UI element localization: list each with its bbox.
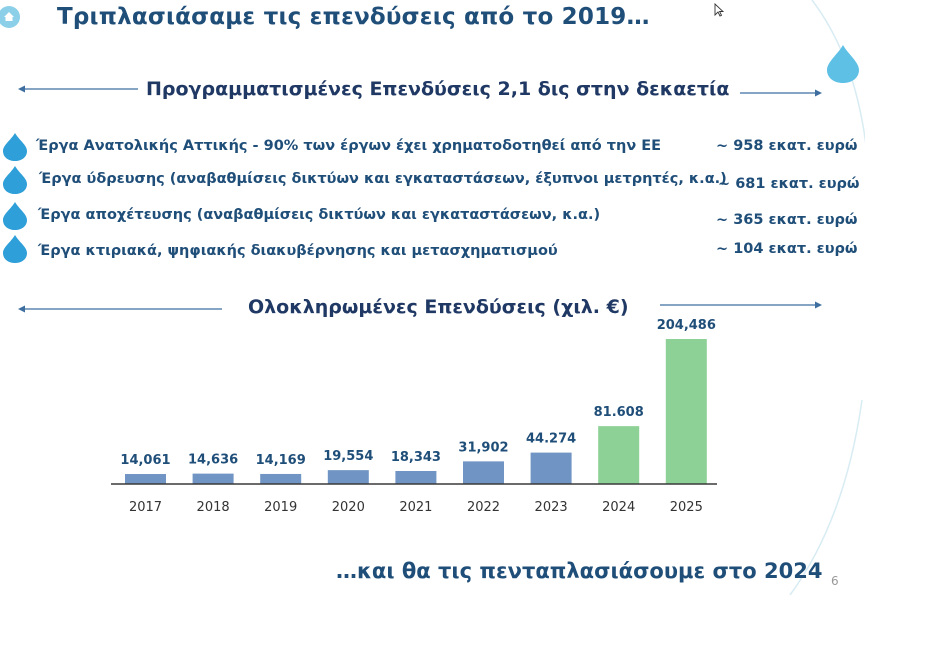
investment-label: Έργα κτιριακά, ψηφιακής διακυβέρνησης και μετασχηματισμού [38, 243, 558, 259]
tick-label-2025: 2025 [669, 500, 703, 515]
data-label-2019: 14,169 [255, 452, 306, 468]
bar-2024 [598, 426, 639, 484]
bar-2020 [328, 470, 369, 484]
data-label-2024: 81.608 [593, 405, 644, 421]
bar-2022 [463, 461, 504, 484]
tick-label-2023: 2023 [534, 500, 568, 515]
investment-amount: ~ 365 εκατ. ευρώ [716, 212, 858, 228]
tick-label-2017: 2017 [128, 500, 163, 515]
bar-2023 [531, 453, 572, 484]
investment-label: Έργα αποχέτευσης (αναβαθμίσεις δικτύων και εγκαταστάσεων, κ.α.) [38, 207, 601, 223]
bar-2019 [260, 474, 301, 484]
chart-title: Ολοκληρωμένες Επενδύσεις (χιλ. €) [248, 296, 629, 318]
tick-label-2018: 2018 [196, 500, 230, 515]
bar-2021 [395, 471, 436, 484]
data-label-2025: 204,486 [656, 318, 716, 333]
investment-amount: ~ 104 εκατ. ευρώ [716, 241, 858, 257]
page-number: 6 [831, 574, 839, 588]
data-label-2021: 18,343 [390, 449, 441, 465]
data-label-2017: 14,061 [120, 453, 171, 469]
section-title-planned: Προγραμματισμένες Επενδύσεις 2,1 δις στην δεκαετία [146, 78, 730, 100]
slide-title: Τριπλασιάσαμε τις επενδύσεις από το 2019… [57, 4, 650, 30]
bar-2025 [666, 339, 707, 484]
window-margin-bottom [0, 595, 952, 650]
investment-label: Έργα ύδρευσης (αναβαθμίσεις δικτύων και εγκαταστάσεων, έξυπνοι μετρητές, κ.α.) [39, 171, 727, 187]
tick-label-2024: 2024 [602, 500, 636, 515]
data-label-2018: 14,636 [188, 452, 239, 468]
closing-statement: …και θα τις πενταπλασιάσουμε στο 2024 [336, 559, 823, 583]
tick-label-2019: 2019 [264, 500, 298, 515]
investment-label: Έργα Ανατολικής Αττικής - 90% των έργων έχει χρηματοδοτηθεί από την ΕΕ [36, 138, 662, 154]
tick-label-2020: 2020 [331, 500, 365, 515]
tick-label-2021: 2021 [399, 500, 433, 515]
bar-2018 [193, 474, 234, 484]
data-label-2022: 31,902 [458, 440, 509, 456]
data-label-2023: 44.274 [526, 431, 577, 447]
window-margin-right [865, 0, 952, 650]
data-label-2020: 19,554 [323, 449, 374, 465]
investment-amount: ~ 958 εκατ. ευρώ [716, 138, 858, 154]
investment-amount: ~ 681 εκατ. ευρώ [718, 176, 860, 192]
tick-label-2022: 2022 [466, 500, 501, 515]
bar-2017 [125, 474, 166, 484]
